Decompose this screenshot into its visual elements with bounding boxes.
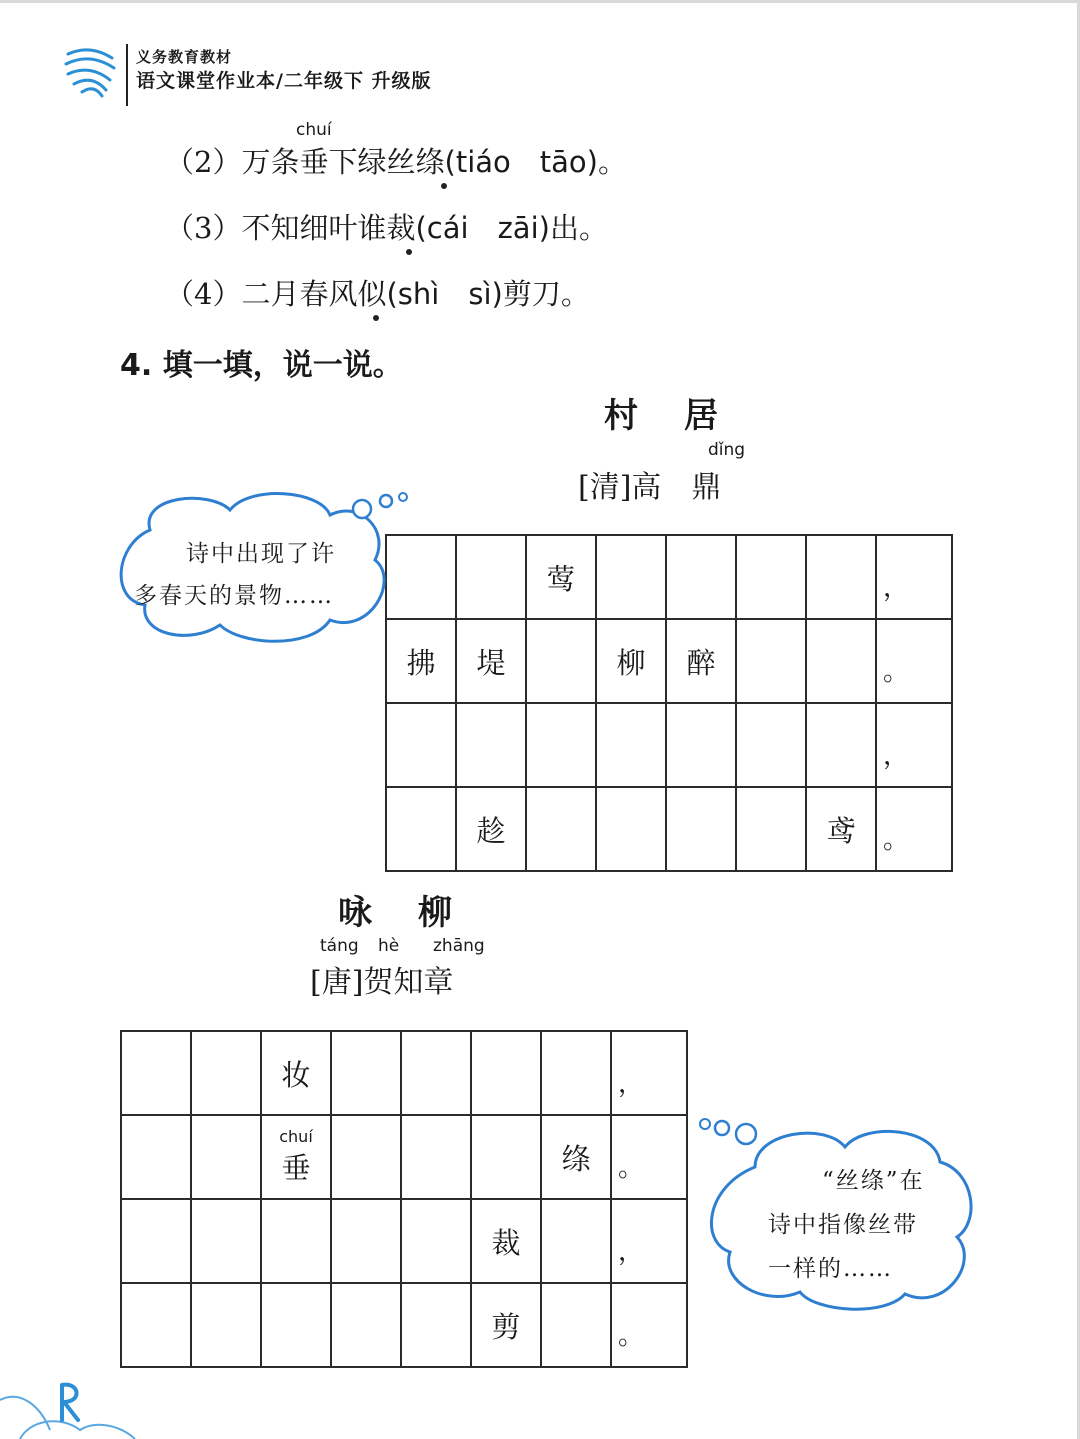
grid-blank-cell[interactable]	[806, 703, 876, 787]
grid-blank-cell[interactable]	[401, 1031, 471, 1115]
grid-punctuation	[876, 703, 952, 787]
grid-cell-text: 。	[618, 1153, 645, 1183]
poem2-grid-row	[121, 1283, 687, 1367]
grid-cell-text: 醉	[686, 645, 716, 680]
pinyin-tang: táng	[320, 936, 359, 956]
grid-blank-cell[interactable]	[121, 1199, 191, 1283]
grid-blank-cell[interactable]	[401, 1115, 471, 1199]
grid-given-char	[471, 1283, 541, 1367]
exercise-line-4	[165, 272, 590, 313]
grid-blank-cell[interactable]	[401, 1283, 471, 1367]
grid-blank-cell[interactable]	[471, 1115, 541, 1199]
grid-given-char	[456, 787, 526, 871]
page-border-top	[0, 0, 1080, 3]
exercise-line-2	[165, 140, 627, 181]
dotted-char: 垂	[299, 145, 329, 179]
grid-blank-cell[interactable]	[331, 1115, 401, 1199]
grid-blank-cell[interactable]	[541, 1199, 611, 1283]
emphasis-dot	[373, 315, 379, 321]
grid-blank-cell[interactable]	[596, 703, 666, 787]
pinyin-chui: chuí	[296, 120, 332, 140]
line-number: （4）	[165, 277, 242, 311]
emphasis-dot	[441, 183, 447, 189]
text-before: 万条	[241, 145, 300, 179]
grid-blank-cell[interactable]	[806, 619, 876, 703]
grid-blank-cell[interactable]	[386, 787, 456, 871]
poem2-author-name: 贺知章	[363, 965, 454, 1000]
text-before: 二月春风	[241, 277, 358, 311]
section-title: 4. 填一填，说一说。	[120, 348, 403, 383]
grid-given-char	[471, 1199, 541, 1283]
line-number: （3）	[165, 211, 242, 245]
poem2-author	[310, 957, 453, 1001]
grid-punctuation	[876, 787, 952, 871]
grid-given-char	[261, 1115, 331, 1199]
grid-blank-cell[interactable]	[541, 1031, 611, 1115]
poem1-dynasty: [清]	[578, 470, 632, 505]
target-char: 裁	[386, 211, 416, 245]
corner-decoration-icon	[0, 1370, 140, 1439]
grid-cell-text: 。	[618, 1321, 645, 1351]
grid-blank-cell[interactable]	[736, 703, 806, 787]
thought-bubble-left	[110, 485, 415, 655]
grid-blank-cell[interactable]	[541, 1283, 611, 1367]
grid-given-char	[541, 1115, 611, 1199]
grid-blank-cell[interactable]	[331, 1031, 401, 1115]
cell-pinyin: chuí	[279, 1126, 313, 1146]
header-series: 义务教育教材	[136, 48, 233, 66]
target-char: 似	[357, 277, 387, 311]
grid-cell-text: 妆	[281, 1057, 311, 1092]
header-book-title: 语文课堂作业本/二年级下 升级版	[136, 70, 432, 92]
bubble1-line1: 诗中出现了许	[186, 541, 336, 567]
poem2-dynasty: [唐]	[310, 965, 364, 1000]
line-number: （2）	[165, 145, 242, 179]
grid-given-char	[456, 619, 526, 703]
poem1-author-pinyin: dǐng	[708, 440, 746, 460]
poem1-title: 村 居	[604, 396, 724, 436]
grid-blank-cell[interactable]	[331, 1283, 401, 1367]
grid-punctuation	[611, 1199, 687, 1283]
grid-blank-cell[interactable]	[806, 535, 876, 619]
poem1-grid-row	[386, 787, 952, 871]
grid-cell-text: ，	[618, 1237, 645, 1267]
bubble2-line2: 诗中指像丝带	[768, 1212, 918, 1238]
grid-given-char	[526, 535, 596, 619]
grid-blank-cell[interactable]	[736, 787, 806, 871]
poem1-author-name: 高 鼎	[631, 470, 722, 505]
grid-cell-text: 趁	[476, 813, 506, 848]
grid-given-char	[261, 1031, 331, 1115]
poem1-grid-row	[386, 703, 952, 787]
bubble1-line2: 多春天的景物……	[134, 583, 334, 609]
grid-cell-text: 鸢	[826, 813, 856, 848]
grid-blank-cell[interactable]	[471, 1031, 541, 1115]
pinyin-options: (cái zāi)	[415, 211, 550, 245]
bubble2-line1: “丝绦”在	[822, 1168, 925, 1194]
poem1-grid	[385, 534, 953, 872]
grid-blank-cell[interactable]	[596, 787, 666, 871]
grid-blank-cell[interactable]	[261, 1283, 331, 1367]
text-after: 出。	[549, 211, 608, 245]
pinyin-options: (shì sì)	[386, 277, 503, 311]
grid-blank-cell[interactable]	[401, 1199, 471, 1283]
bubble2-line3: 一样的……	[768, 1256, 893, 1282]
grid-punctuation	[611, 1031, 687, 1115]
grid-cell-text: ，	[883, 573, 910, 603]
target-char: 绦	[415, 145, 445, 179]
grid-blank-cell[interactable]	[666, 535, 736, 619]
exercise-line-3	[165, 206, 608, 247]
grid-blank-cell[interactable]	[736, 535, 806, 619]
grid-given-char	[596, 619, 666, 703]
grid-cell-text: 剪	[491, 1309, 521, 1344]
grid-blank-cell[interactable]	[121, 1283, 191, 1367]
poem2-grid-row	[121, 1031, 687, 1115]
grid-blank-cell[interactable]	[121, 1031, 191, 1115]
grid-blank-cell[interactable]	[526, 703, 596, 787]
poem1-author	[578, 462, 721, 506]
grid-blank-cell[interactable]	[191, 1115, 261, 1199]
emphasis-dot	[406, 249, 412, 255]
poem2-grid	[120, 1030, 688, 1368]
grid-cell-text: 。	[883, 657, 910, 687]
pinyin-zhang: zhāng	[433, 936, 485, 956]
grid-given-char	[806, 787, 876, 871]
grid-cell-text: ，	[883, 741, 910, 771]
grid-cell-text: ，	[618, 1069, 645, 1099]
poem2-grid-row	[121, 1115, 687, 1199]
grid-blank-cell[interactable]	[666, 703, 736, 787]
grid-blank-cell[interactable]	[456, 535, 526, 619]
grid-blank-cell[interactable]	[526, 619, 596, 703]
poem1-grid-row	[386, 535, 952, 619]
grid-blank-cell[interactable]	[191, 1199, 261, 1283]
grid-punctuation	[611, 1115, 687, 1199]
pinyin-he: hè	[378, 936, 400, 956]
grid-blank-cell[interactable]	[596, 535, 666, 619]
poem2-title: 咏 柳	[338, 893, 458, 933]
grid-punctuation	[876, 619, 952, 703]
header-divider	[126, 44, 128, 106]
grid-blank-cell[interactable]	[526, 787, 596, 871]
grid-blank-cell[interactable]	[456, 703, 526, 787]
grid-blank-cell[interactable]	[331, 1199, 401, 1283]
grid-cell-text: 拂	[406, 645, 436, 680]
grid-blank-cell[interactable]	[386, 703, 456, 787]
text-middle: 下绿丝	[328, 145, 416, 179]
text-before: 不知细叶谁	[241, 211, 387, 245]
grid-blank-cell[interactable]	[736, 619, 806, 703]
grid-blank-cell[interactable]	[121, 1115, 191, 1199]
grid-cell-text: 绦	[561, 1141, 591, 1176]
grid-blank-cell[interactable]	[191, 1283, 261, 1367]
grid-cell-text: 堤	[476, 645, 506, 680]
grid-cell-text: 柳	[616, 645, 646, 680]
grid-cell-text: 。	[883, 825, 910, 855]
text-after: 。	[597, 145, 627, 179]
grid-blank-cell[interactable]	[191, 1031, 261, 1115]
poem2-grid-row	[121, 1199, 687, 1283]
grid-punctuation	[611, 1283, 687, 1367]
grid-blank-cell[interactable]	[666, 787, 736, 871]
grid-punctuation	[876, 535, 952, 619]
grid-cell-text: 莺	[546, 561, 576, 596]
text-after: 剪刀。	[502, 277, 590, 311]
publisher-logo-icon	[60, 44, 122, 102]
poem1-grid-row	[386, 619, 952, 703]
grid-blank-cell[interactable]	[261, 1199, 331, 1283]
grid-cell-text: 垂	[281, 1150, 311, 1185]
pinyin-options: (tiáo tāo)	[444, 145, 598, 179]
grid-given-char	[666, 619, 736, 703]
grid-cell-text: 裁	[491, 1225, 521, 1260]
